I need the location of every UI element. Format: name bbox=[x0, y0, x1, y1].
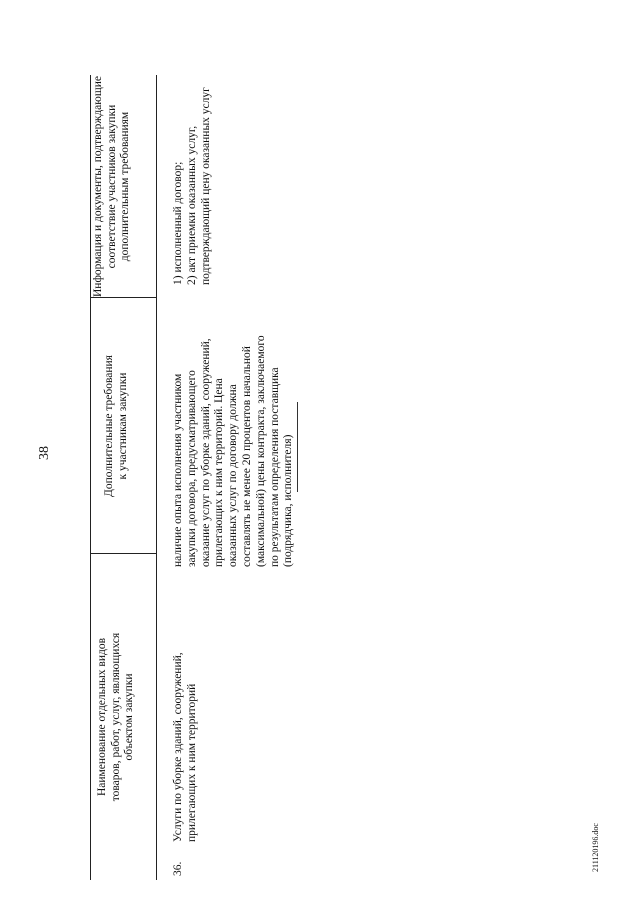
cell-line: закупки договора, предусматривающего bbox=[185, 370, 198, 567]
header-line: объектом закупки bbox=[123, 673, 135, 761]
header-line: товаров, работ, услуг, являющихся bbox=[109, 632, 122, 802]
cell-line: оказание услуг по уборке зданий, сооружений, bbox=[199, 338, 212, 567]
header-col-documents bbox=[92, 75, 158, 298]
table-bottom-rule bbox=[90, 75, 91, 880]
cell-line: по результатам определения поставщика bbox=[268, 367, 281, 567]
signature-line bbox=[297, 402, 298, 492]
header-col-requirements bbox=[103, 298, 169, 554]
row-name bbox=[172, 652, 200, 842]
footer-code: 211120196.doc bbox=[591, 823, 600, 872]
rotated-page bbox=[90, 75, 610, 880]
header-line: Дополнительные требования bbox=[103, 355, 115, 497]
page-number: 38 bbox=[37, 446, 52, 460]
cell-line: оказанных услуг по договору должна bbox=[227, 384, 240, 567]
header-line: Информация и документы, подтверждающие bbox=[92, 76, 104, 297]
header-rule bbox=[156, 75, 157, 880]
header-col-name bbox=[96, 554, 162, 880]
row-documents bbox=[172, 87, 213, 285]
header-line: Наименование отдельных видов bbox=[96, 637, 108, 797]
cell-line: наличие опыта исполнения участником bbox=[172, 373, 184, 567]
row-requirements bbox=[172, 335, 296, 567]
header-line: к участникам закупки bbox=[116, 372, 129, 480]
cell-line: (максимальной) цены контракта, заключаемого bbox=[254, 335, 267, 567]
row-number-text: 36. bbox=[172, 861, 184, 876]
cell-line: 1) исполненный договор; bbox=[172, 161, 184, 285]
cell-line: (подрядчика, исполнителя) bbox=[282, 434, 295, 567]
cell-line: составлять не менее 20 процентов начальной bbox=[240, 346, 253, 567]
header-line: дополнительным требованиям bbox=[119, 111, 131, 262]
cell-line: Услуги по уборке зданий, сооружений, bbox=[172, 652, 184, 842]
cell-line: подтверждающий цену оказанных услуг bbox=[199, 87, 212, 285]
cell-line: прилегающих к ним территорий. Цена bbox=[213, 378, 226, 567]
header-line: соответствие участников закупки bbox=[105, 104, 118, 269]
cell-line: 2) акт приемки оказанных услуг, bbox=[185, 125, 198, 285]
row-number bbox=[172, 862, 186, 876]
cell-line: прилегающих к ним территорий bbox=[185, 683, 198, 842]
